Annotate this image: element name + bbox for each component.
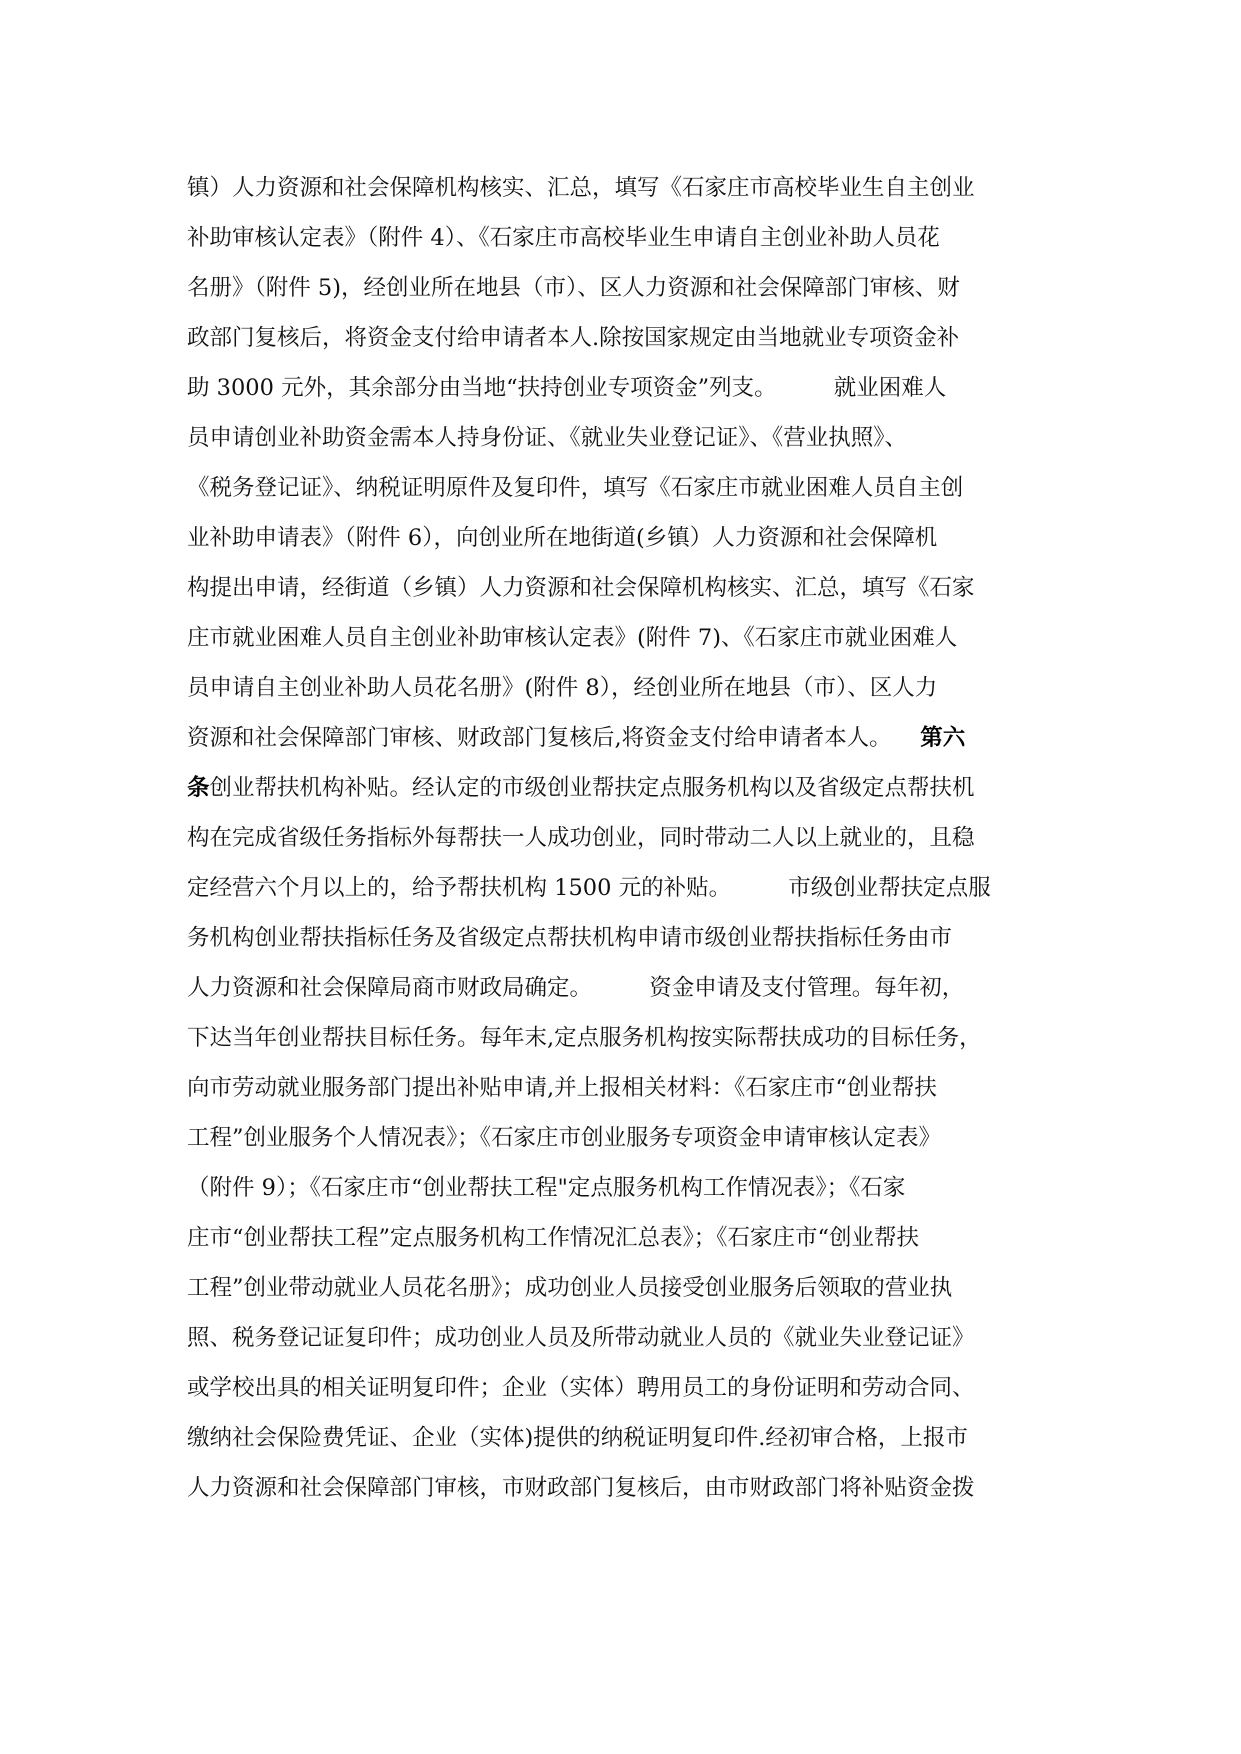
article-heading-part-1: 第六 (920, 725, 966, 751)
text-line: 照、税务登记证复印件；成功创业人员及所带动就业人员的《就业失业登记证》 (187, 1325, 975, 1351)
text-line: 构在完成省级任务指标外每帮扶一人成功创业，同时带动二人以上就业的，且稳 (187, 825, 975, 851)
article-heading-part-2: 条 (187, 775, 210, 801)
text-line: 下达当年创业帮扶目标任务。每年末,定点服务机构按实际帮扶成功的目标任务， (187, 1025, 982, 1051)
text-line-with-heading (187, 713, 1057, 763)
text-line: 缴纳社会保险费凭证、企业（实体)提供的纳税证明复印件.经初审合格，上报市 (187, 1425, 968, 1451)
text-line: 人力资源和社会保障部门审核，市财政部门复核后，由市财政部门将补贴资金拨 (187, 1475, 975, 1501)
text-line: 构提出申请，经街道（乡镇）人力资源和社会保障机构核实、汇总，填写《石家 (187, 575, 975, 601)
text-line: 务机构创业帮扶指标任务及省级定点帮扶机构申请市级创业帮扶指标任务由市 (187, 925, 953, 951)
text-line: 员申请创业补助资金需本人持身份证、《就业失业登记证》、《营业执照》、 (187, 425, 908, 451)
text-line: 人力资源和社会保障局商市财政局确定。 资金申请及支付管理。每年初， (187, 975, 965, 1001)
text-line: （附件 9）；《石家庄市“创业帮扶工程"定点服务机构工作情况表》；《石家 (187, 1175, 906, 1201)
text-line: 助 3000 元外，其余部分由当地“扶持创业专项资金”列支。 就业困难人 (187, 375, 947, 401)
text-line: 或学校出具的相关证明复印件；企业（实体）聘用员工的身份证明和劳动合同、 (187, 1375, 975, 1401)
text-line: 名册》（附件 5)，经创业所在地县（市）、区人力资源和社会保障部门审核、财 (187, 275, 960, 301)
text-line: 向市劳动就业服务部门提出补贴申请,并上报相关材料：《石家庄市“创业帮扶 (187, 1075, 937, 1101)
body-text (187, 163, 1057, 1513)
text-line: 庄市就业困难人员自主创业补助审核认定表》(附件 7)、《石家庄市就业困难人 (187, 625, 958, 651)
text-line: 政部门复核后，将资金支付给申请者本人.除按国家规定由当地就业专项资金补 (187, 325, 960, 351)
text-line: 《税务登记证》、纳税证明原件及复印件，填写《石家庄市就业困难人员自主创 (187, 475, 964, 501)
text-segment: 资源和社会保障部门审核、财政部门复核后,将资金支付给申请者本人。 (187, 725, 921, 751)
text-line-with-heading (187, 763, 1057, 813)
text-line: 补助审核认定表》（附件 4）、《石家庄市高校毕业生申请自主创业补助人员花 (187, 225, 940, 251)
text-segment: 创业帮扶机构补贴。经认定的市级创业帮扶定点服务机构以及省级定点帮扶机 (209, 775, 975, 801)
text-line: 镇）人力资源和社会保障机构核实、汇总，填写《石家庄市高校毕业生自主创业 (187, 175, 975, 201)
text-line: 定经营六个月以上的，给予帮扶机构 1500 元的补贴。 市级创业帮扶定点服 (187, 875, 991, 901)
text-line: 庄市“创业帮扶工程”定点服务机构工作情况汇总表》；《石家庄市“创业帮扶 (187, 1225, 920, 1251)
text-line: 员申请自主创业补助人员花名册》(附件 8），经创业所在地县（市）、区人力 (187, 675, 938, 701)
text-line: 工程”创业服务个人情况表》；《石家庄市创业服务专项资金申请审核认定表》 (187, 1125, 942, 1151)
text-line: 业补助申请表》（附件 6），向创业所在地街道(乡镇）人力资源和社会保障机 (187, 525, 938, 551)
text-line: 工程”创业带动就业人员花名册》；成功创业人员接受创业服务后领取的营业执 (187, 1275, 953, 1301)
